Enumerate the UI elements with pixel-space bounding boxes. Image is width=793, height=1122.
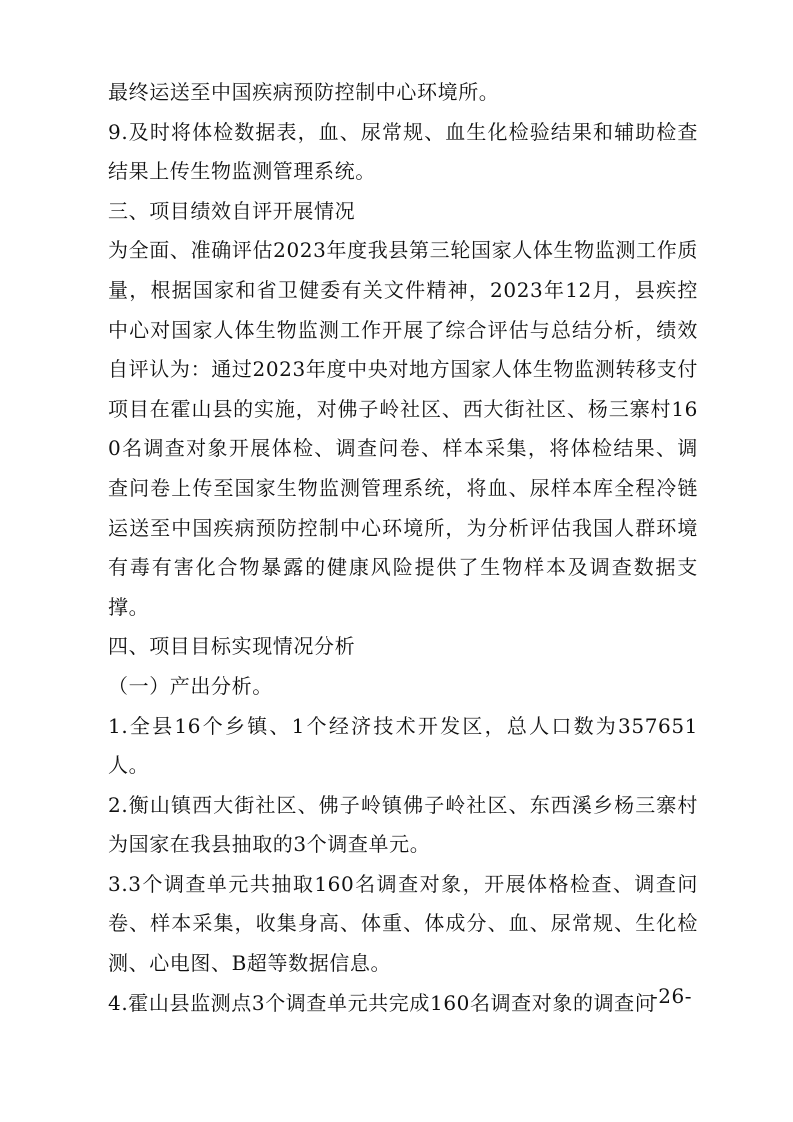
heading-section-4: 四、项目目标实现情况分析 xyxy=(108,634,356,659)
paragraph-transport-end: 最终运送至中国疾病预防控制中心环境所。 xyxy=(108,80,500,104)
subheading-output-analysis: （一）产出分析。 xyxy=(108,673,273,698)
paragraph-item-4: 4.霍山县监测点3个调查单元共完成160名调查对象的调查问 xyxy=(108,990,656,1015)
heading-section-3: 三、项目绩效自评开展情况 xyxy=(108,198,356,223)
paragraph-self-evaluation: 为全面、准确评估2023年度我县第三轮国家人体生物监测工作质量，根据国家和省卫健委有关文件精神，2023年12月，县疾控中心对国家人体生物监测工作开展了综合评估与总结分析，绩效自评认为：通过2023年度中央对地方国家人体生物监测转移支付项目在霍山县的实施，对佛子岭社区、西大街社区、杨三寨村160名调查对象开展体检、调查问卷、样本采集，将体检结果、调查问卷上传至国家生物监测管理系统，将血、尿样本库全程冷链运送至中国疾病预防控制中心环境所，为分析评估我国人群环境有毒有害化合物暴露的健康风险提供了生物样本及调查数据支撑。 xyxy=(108,238,698,619)
body-text xyxy=(108,73,698,1023)
paragraph-item-3: 3.3个调查单元共抽取160名调查对象，开展体格检查、调查问卷、样本采集，收集身高、体重、体成分、血、尿常规、生化检测、心电图、B超等数据信息。 xyxy=(108,871,698,976)
paragraph-item-2: 2.衡山镇西大街社区、佛子岭镇佛子岭社区、东西溪乡杨三寨村为国家在我县抽取的3个调查单元。 xyxy=(108,792,698,857)
page-number: -26- xyxy=(651,984,692,1008)
paragraph-item-9: 9.及时将体检数据表，血、尿常规、血生化检验结果和辅助检查结果上传生物监测管理系统。 xyxy=(108,119,698,184)
paragraph-item-1: 1.全县16个乡镇、1个经济技术开发区，总人口数为357651人。 xyxy=(108,713,698,778)
